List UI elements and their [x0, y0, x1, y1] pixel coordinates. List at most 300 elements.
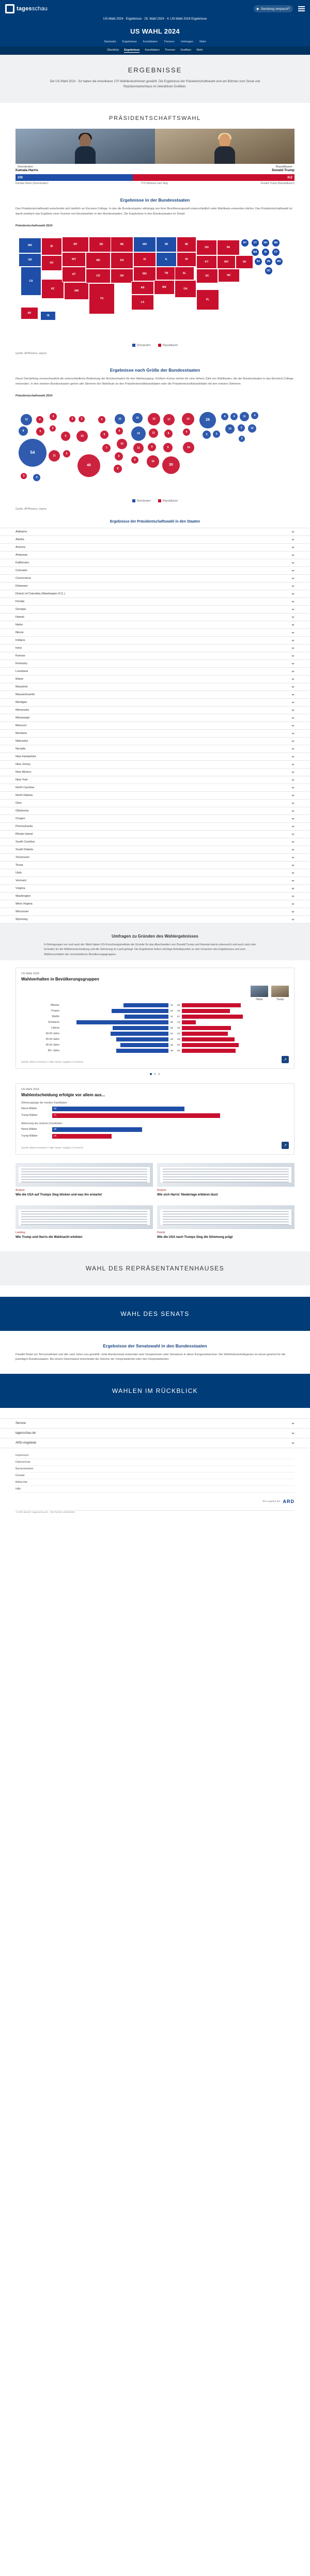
state-row[interactable]: [0, 629, 310, 637]
reason-label: Harris-Wähler: [21, 1107, 37, 1111]
state-label: Kalifornien: [16, 561, 29, 565]
chevron-down-icon: [291, 671, 295, 672]
group-label: 45-64 Jahre: [45, 1043, 59, 1047]
reason-value: 25: [52, 1134, 112, 1139]
footer-section-label: tagesschau.de: [16, 1432, 36, 1435]
group-value-right: 43: [177, 1032, 180, 1035]
nav-item-4[interactable]: Umfragen: [180, 40, 194, 43]
state-label: Delaware: [16, 585, 28, 588]
state-row[interactable]: [0, 730, 310, 738]
candidate-party-trump: Republikaner: [275, 165, 292, 169]
nav-item-3[interactable]: Themen: [164, 40, 175, 43]
share-button[interactable]: ↗: [282, 1142, 289, 1149]
teaser-meta: Analyse: [16, 1188, 25, 1192]
chevron-down-icon: [291, 562, 295, 564]
state-label: New York: [16, 778, 28, 782]
state-row[interactable]: [0, 900, 310, 908]
group-value-left: 49: [170, 1049, 173, 1052]
group-value-left: 42: [170, 1004, 173, 1007]
reason-value: 38: [52, 1127, 142, 1132]
state-label: Florida: [16, 600, 25, 604]
state-row[interactable]: [0, 862, 310, 869]
reason-value: 56: [52, 1107, 184, 1111]
chevron-down-icon: [291, 741, 295, 742]
teaser-title: Wie sich Harris' Niederlage erklären lässt: [157, 1193, 218, 1197]
chevron-down-icon: [291, 547, 295, 548]
state-row[interactable]: [0, 606, 310, 614]
state-row[interactable]: [0, 582, 310, 590]
state-row[interactable]: [0, 769, 310, 776]
electoral-paragraph: Das Präsidentschaftswahl entscheidet sich letztlich an Decision-College. In das die Bundesstaaten abhängig von ihrer Bevölkerungszahl unterschiedlich viele Wahlleute entsenden dürfen. Das Präsidentschaftswahl ist damit zweifach das Ergebnis einer Summe von Einzelwahlen in den Bundesstaaten. Die Ergebnisse in den Bundesstaaten im Detail:: [16, 207, 292, 216]
missed-broadcast-chip[interactable]: [254, 5, 293, 12]
footer-accordion: [0, 1418, 310, 1448]
chevron-down-icon: [291, 756, 295, 758]
presidential-title: PRÄSIDENTSCHAFTSWAHL: [109, 115, 201, 122]
group-row: [21, 1043, 289, 1047]
map-source: Quelle: AP/Reuters, eigene: [16, 352, 47, 356]
chevron-down-icon: [291, 609, 295, 610]
state-row[interactable]: [0, 551, 310, 559]
group-label: Männer: [51, 1003, 59, 1007]
chevron-down-icon: [291, 531, 295, 533]
chevron-down-icon: [291, 764, 295, 765]
state-row[interactable]: [0, 575, 310, 582]
reason-value: 71: [52, 1113, 220, 1118]
state-label: Illinois: [16, 631, 24, 635]
state-row[interactable]: [0, 916, 310, 924]
state-label: Ohio: [16, 802, 22, 805]
state-row[interactable]: [0, 707, 310, 714]
chevron-down-icon: [291, 872, 295, 874]
state-label: Virginia: [16, 887, 25, 891]
state-label: Colorado: [16, 569, 27, 573]
nav-item-1[interactable]: Ergebnisse: [122, 40, 137, 43]
group-row: [21, 1009, 289, 1013]
group-label: Weiße: [52, 1015, 59, 1018]
state-row[interactable]: [0, 598, 310, 606]
group-value-right: 13: [177, 1021, 180, 1024]
state-label: Kansas: [16, 654, 25, 658]
ard-logo: ARD: [283, 1499, 295, 1505]
state-row[interactable]: [0, 815, 310, 823]
state-row[interactable]: [0, 567, 310, 575]
chevron-down-icon: [291, 679, 295, 680]
chevron-down-icon: [291, 857, 295, 858]
state-label: West Virginia: [16, 902, 33, 906]
teaser-title: Wie Trump und Harris die Wahlnacht erlebten: [16, 1236, 83, 1239]
state-row[interactable]: [0, 792, 310, 800]
state-label: Texas: [16, 864, 23, 867]
reason-label: Trump-Wähler: [21, 1134, 38, 1138]
group-value-left: 52: [170, 1026, 173, 1030]
candidate-name-trump: Donald Trump: [272, 168, 295, 173]
reason-row: [21, 1107, 289, 1111]
candidate-trump[interactable]: [155, 129, 295, 172]
footer-section-label: ARD-Angebote: [16, 1442, 37, 1445]
state-row[interactable]: [0, 722, 310, 730]
state-row[interactable]: [0, 714, 310, 722]
state-label: Pennsylvania: [16, 825, 33, 829]
map-legend-rep: Republikaner: [158, 344, 178, 347]
state-row[interactable]: [0, 761, 310, 769]
tab-kandidaten[interactable]: Kandidaten: [145, 49, 160, 52]
state-row[interactable]: [0, 645, 310, 652]
menu-icon[interactable]: [298, 6, 305, 11]
candidate-name-harris: Kamala Harris: [16, 168, 38, 173]
play-icon: ▶: [256, 7, 259, 11]
copyright: © ARD-aktuell / tagesschau.de · Alle Rechte vorbehalten: [16, 1511, 75, 1514]
chevron-down-icon: [291, 849, 295, 851]
nav-item-5[interactable]: Mehr: [199, 40, 206, 43]
survey-band: [0, 924, 310, 960]
senate-paragraph: Parallel findet ein Teil konstituiert und alle zwei Jahre neu gewählt: Jede Bundesstaat entsendet zwei Senatorinnen oder Senatoren in diese Kongresskammer. Die Wahlmännerkollegiums ist einzel gewinnt für die jeweiligen Bundesstaaten. Bei einem Gleichstand entscheidet die Stimme der Vizepräsidentin oder des Vizepräsidenten.: [16, 1353, 286, 1361]
state-row[interactable]: [0, 668, 310, 676]
footer-section[interactable]: [0, 1429, 310, 1438]
carousel-dots[interactable]: [0, 1069, 310, 1076]
state-row[interactable]: [0, 738, 310, 745]
review-band: [0, 1374, 310, 1408]
group-value-right: 45: [177, 1009, 180, 1013]
electoral-heading: Ergebnisse in der Bundesstaaten: [120, 197, 190, 203]
footer-link[interactable]: Datenschutz: [16, 1459, 295, 1466]
chevron-down-icon: [291, 795, 295, 796]
breadcrumb-label: US-Wahl 2024 · Ergebnisse · 25. Wahl 2024 · 4. US-Wahl 2024 Ergebnisse: [103, 18, 207, 21]
chevron-down-icon: [291, 919, 295, 921]
state-row[interactable]: [0, 885, 310, 893]
senate-band-title: WAHL DES SENATS: [120, 1310, 190, 1317]
teaser-row-2: [0, 1197, 310, 1239]
footer-link[interactable]: Kontakt: [16, 1473, 295, 1479]
footer-section[interactable]: [0, 1419, 310, 1429]
group-label: Frauen: [51, 1009, 59, 1013]
state-label: Minnesota: [16, 709, 29, 712]
review-band-title: WAHLEN IM RÜCKBLICK: [112, 1387, 198, 1395]
state-row[interactable]: [0, 528, 310, 536]
state-row[interactable]: [0, 691, 310, 699]
top-bar: [0, 0, 310, 18]
state-row[interactable]: [0, 652, 310, 660]
bubble-map[interactable]: 12 8 54 4 6 11 4 3 6 5 3 10 3 40 5 6 7 10 6 10 6 8 10 19 11 6 15 11 9 16 17 8 9 30 19 4 16 28 4 3 4 4 11 4 14 3 10 3 3 4: [16, 401, 295, 496]
teaser-thumb: [16, 1205, 153, 1229]
group-value-left: 53: [170, 1009, 173, 1013]
tab-grafiken[interactable]: Grafiken: [180, 49, 192, 52]
teaser-thumb: [16, 1163, 153, 1187]
house-band: [0, 1251, 310, 1285]
logo[interactable]: [5, 4, 48, 13]
teaser-meta: Liveblog: [16, 1231, 25, 1235]
chevron-down-icon: [291, 717, 295, 719]
state-label: South Carolina: [16, 840, 35, 844]
bubble-block: [0, 355, 310, 397]
candidate-harris[interactable]: [16, 129, 155, 172]
card1-title: Wahlverhalten in Bevölkerungsgruppen: [21, 976, 99, 982]
chevron-down-icon: [291, 710, 295, 711]
footer-links: [0, 1448, 310, 1493]
electoral-map[interactable]: WA OR CA ID NV AZ MT WY UT NM ND CO SD TX NE KS OK MN IA MO AR LA WI IL TN MS MI IN AL GA OH KY SC FL PA WV NC VA NY VT NH ME MA RI CT NJ DE MD DC AK HI: [16, 229, 295, 341]
state-label: Alaska: [16, 538, 24, 542]
state-row[interactable]: [0, 544, 310, 551]
group-value-left: 41: [170, 1015, 173, 1018]
state-row[interactable]: [0, 776, 310, 784]
state-row[interactable]: [0, 559, 310, 567]
candidate-photo-trump: [155, 129, 295, 164]
teaser-thumb: [157, 1205, 295, 1229]
footer-link[interactable]: Barrierefreiheit: [16, 1466, 295, 1473]
bubble-chart-title: Präsidentschaftswahl 2024: [16, 394, 53, 397]
nav-item-0[interactable]: Startseite: [104, 40, 116, 43]
state-row[interactable]: [0, 614, 310, 621]
group-label: 65+ Jahre: [48, 1049, 59, 1052]
card1-col-harris: Harris: [251, 986, 268, 1001]
state-label: Iowa: [16, 647, 22, 650]
senate-block: [0, 1331, 310, 1363]
card2-sub2: Ablehnung des anderen Kandidaten: [21, 1122, 63, 1125]
state-label: Indiana: [16, 639, 25, 642]
chevron-down-icon: [291, 539, 295, 541]
senate-heading: Ergebnisse der Senatswahl in den Bundesstaaten: [103, 1343, 207, 1348]
state-label: Vermont: [16, 879, 26, 883]
chevron-down-icon: [291, 1423, 295, 1424]
nav-item-2[interactable]: Kandidaten: [143, 40, 158, 43]
state-label: Washington: [16, 895, 31, 898]
state-label: South Dakota: [16, 848, 33, 852]
chevron-down-icon: [291, 570, 295, 572]
legend-right: Donald Trump (Republikaner): [260, 182, 295, 186]
dot-0[interactable]: [150, 1073, 152, 1075]
chevron-down-icon: [291, 865, 295, 866]
group-value-left: 54: [170, 1032, 173, 1035]
state-row[interactable]: [0, 784, 310, 792]
group-label: Latinos: [51, 1026, 59, 1030]
group-label: 30-44 Jahre: [45, 1037, 59, 1041]
state-label: Wisconsin: [16, 910, 29, 914]
tab-ueberblick[interactable]: Überblick: [106, 49, 119, 52]
chevron-down-icon: [291, 826, 295, 827]
state-row[interactable]: [0, 908, 310, 916]
chevron-down-icon: [291, 632, 295, 634]
chevron-down-icon: [291, 787, 295, 789]
state-label: New Hampshire: [16, 755, 36, 759]
reason-row: [21, 1127, 289, 1132]
footer-link[interactable]: Impressum: [16, 1452, 295, 1459]
survey-card-groups: [16, 968, 295, 1069]
chevron-down-icon: [291, 586, 295, 587]
state-label: Georgia: [16, 608, 26, 611]
tab-themen[interactable]: Themen: [164, 49, 176, 52]
state-row[interactable]: [0, 838, 310, 846]
state-row[interactable]: [0, 854, 310, 862]
card2-title: Wahlentscheidung erfolgte vor allem aus...: [21, 1092, 105, 1097]
share-button[interactable]: ↗: [282, 1056, 289, 1063]
page-title: US WAHL 2024: [0, 24, 310, 40]
reason-label: Trump-Wähler: [21, 1114, 38, 1117]
state-label: Idaho: [16, 623, 23, 627]
chip-label: Sendung verpasst?: [260, 7, 290, 11]
reason-row: [21, 1113, 289, 1118]
candidate-party-harris: Demokraten: [18, 165, 33, 169]
group-label: 18-29 Jahre: [45, 1032, 59, 1035]
bubble-legend-dem: Demokraten: [132, 499, 151, 502]
card2-sub1: Stimmungslage der meisten Kandidaten: [21, 1101, 67, 1105]
teaser-card[interactable]: [157, 1163, 295, 1197]
state-label: New Jersey: [16, 763, 31, 766]
tab-mehr[interactable]: Mehr: [196, 49, 204, 52]
state-row[interactable]: [0, 660, 310, 668]
chevron-down-icon: [291, 578, 295, 579]
chevron-down-icon: [291, 702, 295, 703]
electoral-block: [0, 185, 310, 227]
group-value-left: 86: [170, 1021, 173, 1024]
state-label: Nebraska: [16, 740, 28, 743]
state-label: Maryland: [16, 685, 28, 689]
state-row[interactable]: [0, 590, 310, 598]
logo-secondary: schau: [32, 6, 48, 12]
logo-icon: [5, 4, 14, 13]
group-row: [21, 1037, 289, 1041]
state-label: Oregon: [16, 817, 25, 821]
chevron-down-icon: [291, 1433, 295, 1434]
state-label: North Carolina: [16, 786, 35, 790]
chevron-down-icon: [291, 686, 295, 688]
group-value-right: 57: [177, 1015, 180, 1018]
chevron-down-icon: [291, 748, 295, 750]
results-band-text: Die US-Wahl 2024 - So haben die Amerikaner 270 Wahlleutestimmen gewählt. Die Ergebnisse der Präsidentschaftswahl sind am Bühnen zum Senat und Repräsentantenhaus im interaktiven Grafiken.: [50, 80, 260, 89]
secondary-nav: [0, 47, 310, 55]
group-value-left: 45: [170, 1044, 173, 1047]
state-row[interactable]: [0, 800, 310, 807]
results-band: [0, 55, 310, 103]
group-value-right: 53: [177, 1044, 180, 1047]
dot-2[interactable]: [158, 1073, 160, 1075]
chevron-down-icon: [291, 903, 295, 905]
legend-left: Kamala Harris (Demokraten): [16, 182, 49, 186]
footer-brand-prefix: Ein Angebot der: [262, 1500, 281, 1503]
group-row: [21, 1032, 289, 1036]
survey-card-reasons: [16, 1083, 295, 1155]
senate-band: [0, 1297, 310, 1331]
state-row[interactable]: [0, 637, 310, 645]
teaser-meta: Porträt: [157, 1231, 165, 1235]
group-value-left: 49: [170, 1038, 173, 1041]
state-label: Massachusetts: [16, 693, 35, 697]
group-row: [21, 1020, 289, 1024]
bubble-legend-rep: Republikaner: [158, 499, 178, 502]
state-row[interactable]: [0, 823, 310, 831]
state-row[interactable]: [0, 869, 310, 877]
candidates-block: [0, 129, 310, 185]
state-label: Arkansas: [16, 554, 28, 557]
footer-link[interactable]: Hilfe: [16, 1486, 295, 1493]
state-label: Oklahoma: [16, 809, 29, 813]
group-value-right: 55: [177, 1004, 180, 1007]
teaser-card[interactable]: [16, 1205, 153, 1239]
state-row[interactable]: [0, 621, 310, 629]
state-label: North Dakota: [16, 794, 33, 798]
state-row[interactable]: [0, 745, 310, 753]
logo-primary: tages: [17, 6, 32, 12]
state-row[interactable]: [0, 807, 310, 815]
chevron-down-icon: [291, 888, 295, 890]
state-label: Connecticut: [16, 577, 31, 580]
chevron-down-icon: [291, 880, 295, 882]
state-row[interactable]: [0, 846, 310, 854]
chevron-down-icon: [291, 617, 295, 618]
chevron-down-icon: [291, 640, 295, 641]
group-row: [21, 1026, 289, 1030]
house-band-title: WAHL DES REPRÄSENTANTENHAUSES: [85, 1264, 225, 1272]
group-value-right: 50: [177, 1049, 180, 1052]
teaser-title: Wie die USA auf Trumps Sieg blicken und was ihn erwartet: [16, 1193, 102, 1197]
state-row[interactable]: [0, 683, 310, 691]
survey-heading: Umfragen zu Gründen des Wahlergebnisses: [112, 934, 198, 939]
legend-mid: 270 Stimmen zum Sieg: [141, 182, 168, 186]
state-label: Michigan: [16, 701, 27, 704]
footer-section-label: Service: [16, 1422, 26, 1425]
chevron-down-icon: [291, 555, 295, 556]
state-row[interactable]: [0, 676, 310, 683]
chevron-down-icon: [291, 648, 295, 649]
chevron-down-icon: [291, 1443, 295, 1444]
map-chart-title: Präsidentschaftswahl 2024: [16, 224, 53, 227]
state-label: Louisiana: [16, 670, 28, 673]
dot-1[interactable]: [154, 1073, 156, 1075]
chevron-down-icon: [291, 818, 295, 820]
card2-kicker: US-Wahl 2024: [21, 1087, 39, 1091]
chevron-down-icon: [291, 601, 295, 603]
state-label: Wyoming: [16, 918, 28, 922]
reason-label: Harris-Wähler: [21, 1128, 37, 1131]
breadcrumb: [0, 18, 310, 24]
map-legend-dem: Demokraten: [132, 344, 151, 347]
bubble-source: Quelle: AP/Reuters, eigene: [16, 508, 47, 511]
state-label: Hawaii: [16, 616, 24, 619]
state-row[interactable]: [0, 753, 310, 761]
card1-kicker: US-Wahl 2024: [21, 972, 39, 975]
teaser-meta: Analyse: [157, 1188, 166, 1192]
state-row[interactable]: [0, 536, 310, 544]
chevron-down-icon: [291, 779, 295, 781]
teaser-title: Wie die USA nach Trumps Sieg die Stimmung prägt: [157, 1236, 233, 1239]
state-row[interactable]: [0, 831, 310, 838]
teaser-card[interactable]: [16, 1163, 153, 1197]
chevron-down-icon: [291, 911, 295, 913]
state-label: Mississippi: [16, 716, 30, 720]
footer-link[interactable]: Bildrechte: [16, 1479, 295, 1486]
survey-text: In Befragungen vor und nach der Wahl haben US-Forschungsinstitute die Gründe für das Abschneiden von Donald Trump und Kamala Harris untersucht und auch nach den Gründen für die Wählerentscheidung und die Stimmung im Land gefragt. Die Ergebnisse liefern wichtige Anhaltspunkte zu den Ursachen des Ergebnisses und zum Wählerverhalten der verschiedenen Bevölkerungsgruppen.: [44, 943, 256, 956]
chevron-down-icon: [291, 663, 295, 665]
state-label: Missouri: [16, 724, 26, 728]
state-label: Montana: [16, 732, 27, 735]
state-row[interactable]: [0, 877, 310, 885]
state-label: Utah: [16, 871, 22, 875]
state-label: Rhode Island: [16, 833, 33, 836]
state-row[interactable]: [0, 893, 310, 900]
chevron-down-icon: [291, 841, 295, 843]
chevron-down-icon: [291, 772, 295, 773]
state-label: New Mexico: [16, 771, 32, 774]
state-row[interactable]: [0, 699, 310, 707]
chevron-down-icon: [291, 896, 295, 897]
teaser-thumb: [157, 1163, 295, 1187]
card1-col-trump: Trump: [271, 986, 289, 1001]
footer-section[interactable]: [0, 1438, 310, 1448]
teaser-card[interactable]: [157, 1205, 295, 1239]
tab-ergebnisse[interactable]: Ergebnisse: [124, 49, 140, 52]
chevron-down-icon: [291, 655, 295, 657]
electoral-rep: 312: [133, 174, 295, 181]
footer-brand: [0, 1493, 310, 1510]
chevron-down-icon: [291, 803, 295, 804]
